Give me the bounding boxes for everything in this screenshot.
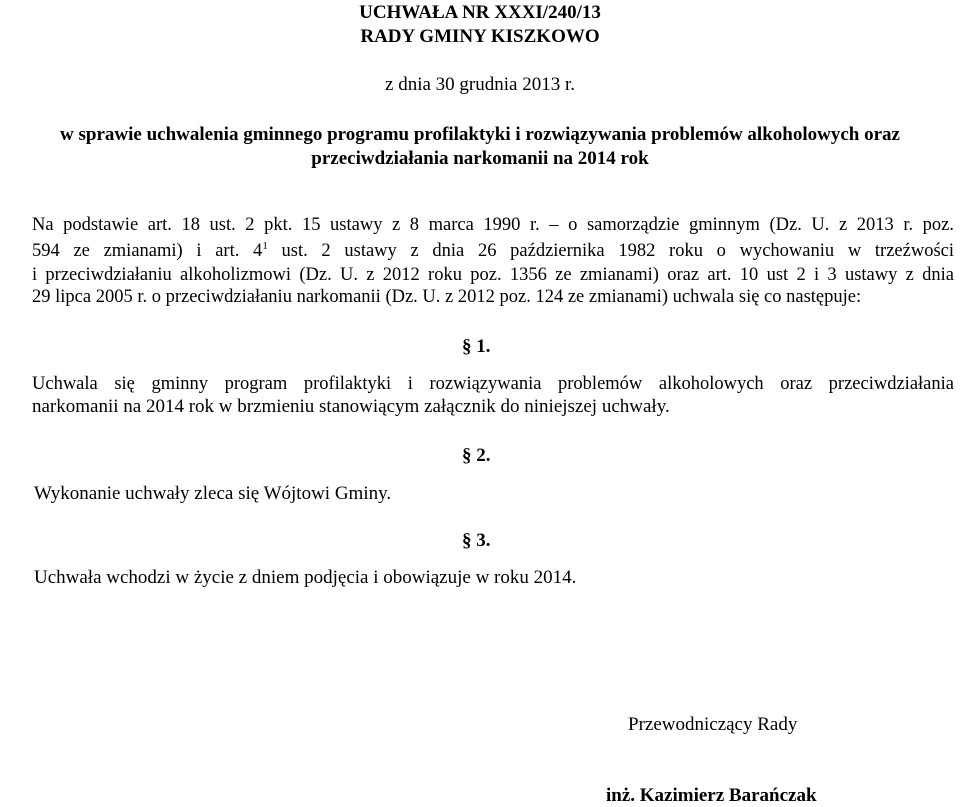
section-1-heading: § 1. [462, 336, 491, 357]
preamble-line-2 [32, 240, 954, 262]
preamble-line-3: i przeciwdziałaniu alkoholizmowi (Dz. U. z 2012 roku poz. 1356 ze zmianami) oraz art. 10 ust 2 i 3 ustawy z dnia [32, 265, 954, 285]
signature-role: Przewodniczący Rady [628, 714, 798, 735]
section-1-line-2: narkomanii na 2014 rok w brzmieniu stanowiącym załącznik do niniejszej uchwały. [32, 396, 670, 417]
resolution-subject-line-2: przeciwdziałania narkomanii na 2014 rok [311, 148, 649, 169]
section-3-heading: § 3. [462, 530, 491, 551]
superscript: 1 [262, 240, 268, 252]
issuing-body: RADY GMINY KISZKOWO [360, 26, 600, 47]
section-1-line-1: Uchwala się gminny program profilaktyki i rozwiązywania problemów alkoholowych oraz przeciwdziałania [32, 374, 954, 394]
section-3-text: Uchwała wchodzi w życie z dniem podjęcia i obowiązuje w roku 2014. [34, 567, 577, 588]
section-2-text: Wykonanie uchwały zleca się Wójtowi Gminy. [34, 483, 392, 504]
resolution-date: z dnia 30 grudnia 2013 r. [385, 74, 575, 95]
section-2-heading: § 2. [462, 445, 491, 466]
preamble-line-2-start: 594 ze zmianami) i art. 4 [32, 241, 263, 261]
preamble-line-2-end: ust. 2 ustawy z dnia 26 października 1982 roku o wychowaniu w trzeźwości [267, 241, 954, 261]
signature-name: inż. Kazimierz Barańczak [606, 785, 817, 806]
resolution-subject-line-1: w sprawie uchwalenia gminnego programu profilaktyki i rozwiązywania problemów alkoholowych oraz [60, 124, 900, 145]
preamble-line-1: Na podstawie art. 18 ust. 2 pkt. 15 ustawy z 8 marca 1990 r. – o samorządzie gminnym (Dz. U. z 2013 r. poz. [32, 215, 954, 235]
resolution-number: UCHWAŁA NR XXXI/240/13 [359, 2, 601, 23]
preamble-line-4: 29 lipca 2005 r. o przeciwdziałaniu narkomanii (Dz. U. z 2012 poz. 124 ze zmianami) uchwala się co następuje: [32, 287, 862, 307]
